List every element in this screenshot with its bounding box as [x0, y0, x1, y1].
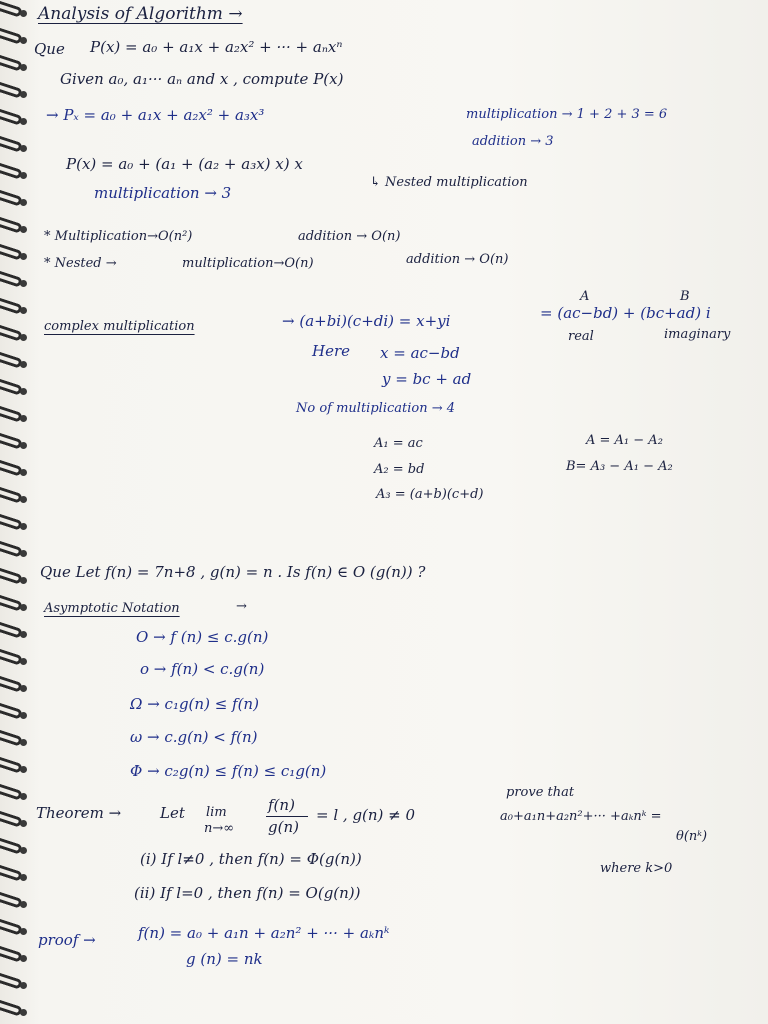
prove-theta: θ(nᵏ) [676, 829, 708, 844]
label-a: A [580, 289, 590, 304]
binding-hole [20, 820, 27, 827]
binding-hole [20, 658, 27, 665]
polynomial-definition: P(x) = a₀ + a₁x + a₂x² + ··· + aₙxⁿ [90, 38, 343, 56]
addition-order: addition → O(n) [298, 229, 401, 244]
x-definition: x = ac−bd [380, 344, 460, 362]
theta-notation: Φ → c₂g(n) ≤ f(n) ≤ c₁g(n) [130, 762, 327, 780]
binding-hole [20, 91, 27, 98]
proof-label: proof → [38, 931, 96, 949]
binding-hole [20, 685, 27, 692]
a1-definition: A₁ = ac [374, 436, 423, 451]
asymptotic-heading: Asymptotic Notation [44, 601, 180, 616]
asymptotic-arrow: → [236, 599, 247, 614]
a3-definition: A₃ = (a+b)(c+d) [376, 487, 484, 502]
binding-hole [20, 523, 27, 530]
spiral-binding [0, 0, 30, 1024]
binding-hole [20, 766, 27, 773]
binding-hole [20, 901, 27, 908]
binding-hole [20, 37, 27, 44]
theorem-condition: = l , g(n) ≠ 0 [316, 806, 416, 824]
binding-hole [20, 253, 27, 260]
binding-hole [20, 280, 27, 287]
binding-hole [20, 226, 27, 233]
binding-hole [20, 847, 27, 854]
binding-hole [20, 145, 27, 152]
multiplication-count-complex: No of multiplication → 4 [296, 401, 456, 416]
multiplication-order: * Multiplication→O(n²) [44, 229, 193, 244]
binding-hole [20, 604, 27, 611]
binding-hole [20, 10, 27, 17]
binding-hole [20, 361, 27, 368]
fraction-numerator: f(n) [268, 796, 295, 814]
binding-hole [20, 577, 27, 584]
binding-hole [20, 496, 27, 503]
big-omega-notation: Ω → c₁g(n) ≤ f(n) [130, 695, 259, 713]
theorem-case-2: (ii) If l=0 , then f(n) = O(g(n)) [134, 884, 361, 902]
binding-hole [20, 442, 27, 449]
complex-equation: → (a+bi)(c+di) = x+yi [282, 312, 451, 330]
binding-hole [20, 469, 27, 476]
binding-hole [20, 550, 27, 557]
binding-hole [20, 631, 27, 638]
limit-subscript: n→∞ [204, 821, 235, 836]
fraction-bar [266, 816, 308, 817]
multiplication-count: multiplication → 1 + 2 + 3 = 6 [466, 107, 668, 122]
here-label: Here [312, 342, 351, 360]
nested-form: P(x) = a₀ + (a₁ + (a₂ + a₃x) x) x [66, 155, 303, 173]
label-b: B [680, 289, 690, 304]
nested-label: * Nested → [44, 256, 117, 271]
page-title: Analysis of Algorithm → [38, 4, 243, 24]
y-definition: y = bc + ad [382, 370, 472, 388]
nested-multiplication-count: multiplication → 3 [94, 184, 232, 202]
binding-hole [20, 118, 27, 125]
binding-hole [20, 307, 27, 314]
binding-hole [20, 712, 27, 719]
binding-hole [20, 388, 27, 395]
binding-hole [20, 415, 27, 422]
binding-hole [20, 793, 27, 800]
prove-that-label: prove that [506, 785, 575, 800]
label-real: real [568, 329, 594, 344]
binding-hole [20, 199, 27, 206]
proof-g-definition: g (n) = nk [186, 950, 263, 968]
label-imaginary: imaginary [664, 327, 731, 342]
theorem-let: Let [160, 804, 185, 822]
complex-heading: complex multiplication [44, 319, 195, 334]
binding-hole [20, 874, 27, 881]
fraction-denominator: g(n) [268, 818, 299, 836]
question-2: Que Let f(n) = 7n+8 , g(n) = n . Is f(n) ∈ O (g(n)) ? [40, 563, 426, 581]
a2-definition: A₂ = bd [374, 462, 425, 477]
theorem-label: Theorem → [36, 804, 122, 822]
limit-symbol: lim [206, 805, 227, 820]
binding-hole [20, 739, 27, 746]
binding-hole [20, 928, 27, 935]
b-equation: B= A₃ − A₁ − A₂ [566, 459, 673, 474]
small-omega-notation: ω → c.g(n) < f(n) [130, 728, 258, 746]
where-k-condition: where k>0 [600, 861, 673, 876]
complex-result: = (ac−bd) + (bc+ad) i [540, 304, 711, 322]
prove-polynomial: a₀+a₁n+a₂n²+··· +aₖnᵏ = [500, 809, 662, 824]
theorem-case-1: (i) If l≠0 , then f(n) = Φ(g(n)) [140, 850, 362, 868]
given-statement: Given a₀, a₁··· aₙ and x , compute P(x) [60, 70, 344, 88]
nested-multiplication-order: multiplication→O(n) [182, 256, 314, 271]
expanded-polynomial: → Pₓ = a₀ + a₁x + a₂x² + a₃x³ [46, 106, 265, 124]
binding-hole [20, 64, 27, 71]
binding-hole [20, 955, 27, 962]
small-o-notation: o → f(n) < c.g(n) [140, 660, 265, 678]
proof-f-definition: f(n) = a₀ + a₁n + a₂n² + ··· + aₖnᵏ [138, 924, 390, 942]
a-equation: A = A₁ − A₂ [586, 433, 663, 448]
binding-hole [20, 1009, 27, 1016]
question-label: Que [34, 40, 65, 58]
nested-addition-order: addition → O(n) [406, 252, 509, 267]
addition-count: addition → 3 [472, 134, 554, 149]
binding-hole [20, 982, 27, 989]
nested-multiplication-note: ↳ Nested multiplication [370, 175, 528, 190]
binding-hole [20, 334, 27, 341]
binding-hole [20, 172, 27, 179]
big-o-notation: O → f (n) ≤ c.g(n) [136, 628, 269, 646]
